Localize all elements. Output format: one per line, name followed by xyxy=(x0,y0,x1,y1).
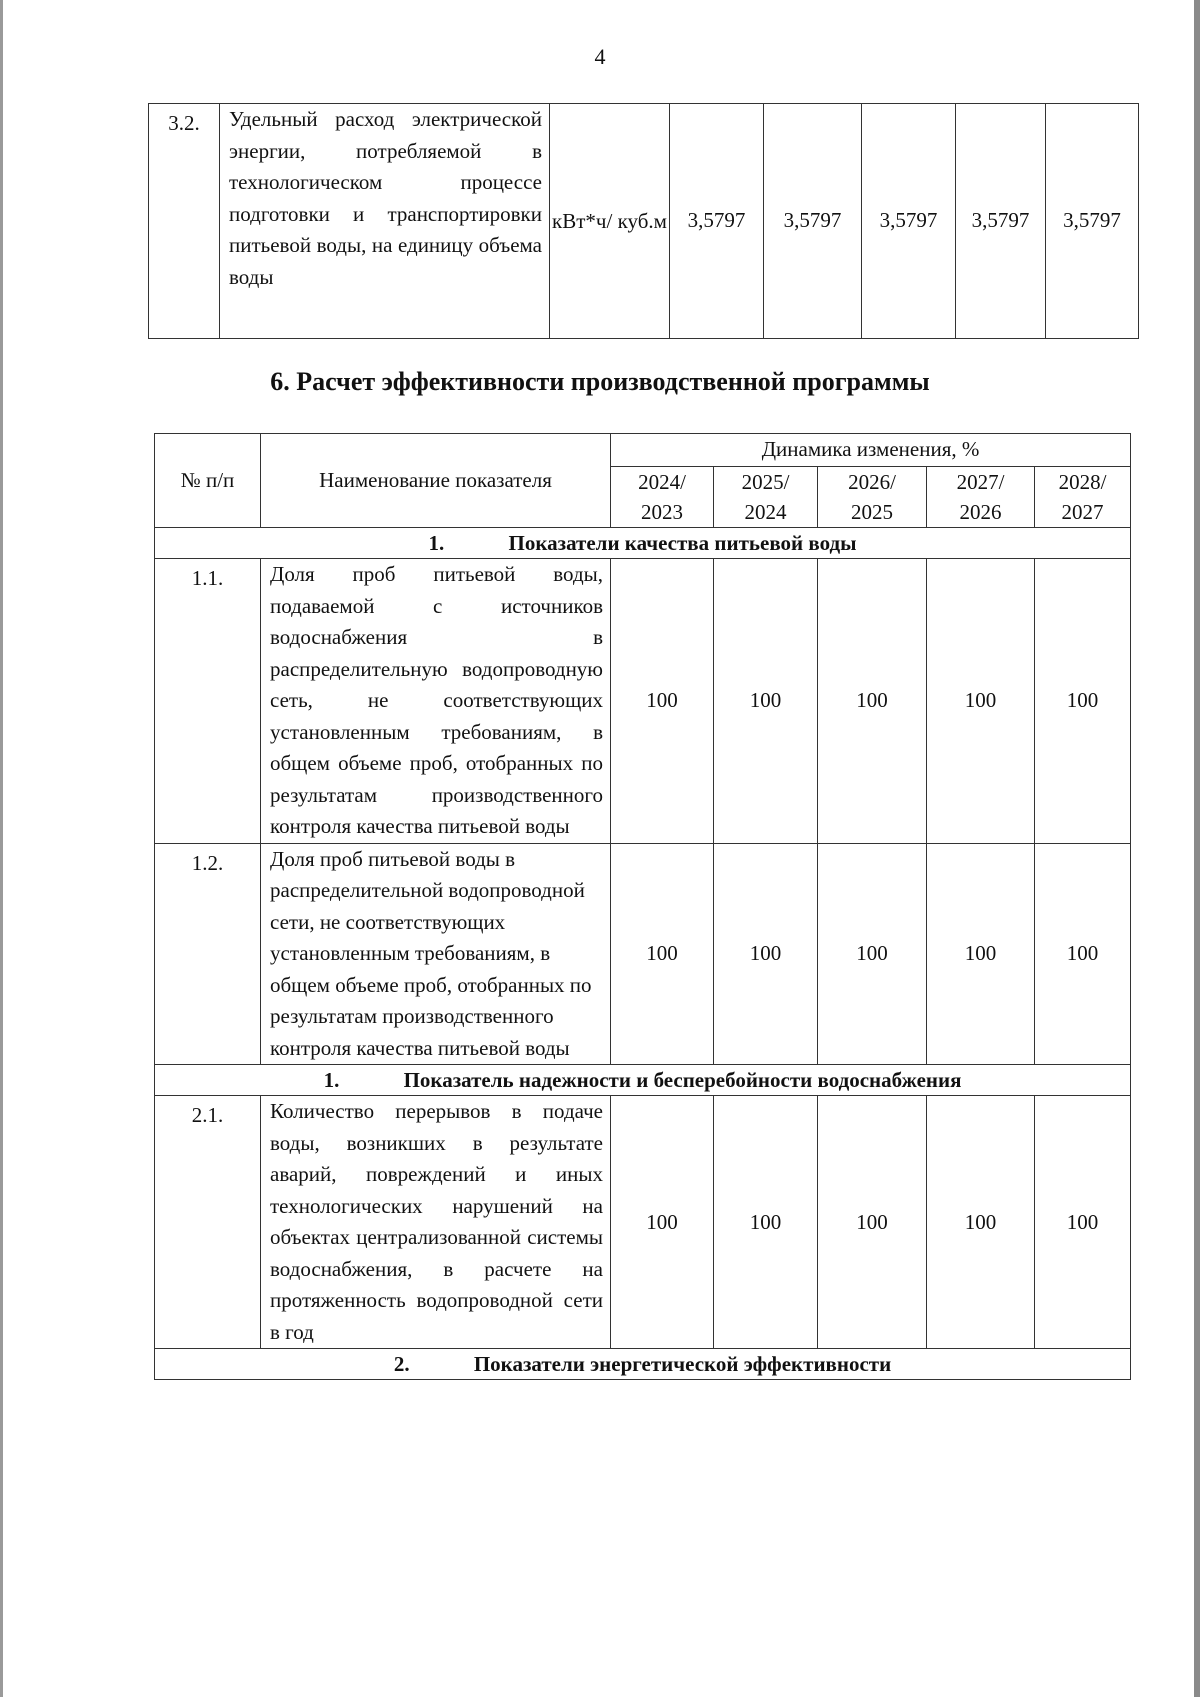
scan-edge-right xyxy=(1194,0,1200,1697)
value-cell: 100 xyxy=(1035,843,1131,1065)
table-row xyxy=(155,843,1131,1065)
indicator-name: Доля проб питьевой воды, подаваемой с источников водоснабжения в распределительную водопроводную сеть, не соответствующих установленным требованиям, в общем объеме проб, отобранных по результатам производственного контроля качества питьевой воды xyxy=(261,559,611,844)
header-num: № п/п xyxy=(155,434,261,528)
value-cell: 100 xyxy=(611,1096,714,1349)
section-header: 1. Показатели качества питьевой воды xyxy=(155,528,1131,559)
value-cell: 100 xyxy=(927,559,1035,844)
header-name: Наименование показателя xyxy=(261,434,611,528)
value-cell: 100 xyxy=(714,843,818,1065)
header-year: 2028/ 2027 xyxy=(1035,466,1131,528)
indicator-name: Доля проб питьевой воды в распределительной водопроводной сети, не соответствующих установленным требованиям, в общем объеме проб, отобранных по результатам производственного контроля качества питьевой воды xyxy=(261,843,611,1065)
header-row xyxy=(155,434,1131,467)
row-number: 3.2. xyxy=(149,104,220,339)
efficiency-table xyxy=(154,433,1131,1380)
value-cell: 100 xyxy=(927,1096,1035,1349)
value-cell: 100 xyxy=(1035,1096,1131,1349)
value-cell: 3,5797 xyxy=(1046,104,1139,339)
header-year: 2024/ 2023 xyxy=(611,466,714,528)
indicator-name: Удельный расход электрической энергии, потребляемой в технологическом процессе подготовки и транспортировки питьевой воды, на единицу объема воды xyxy=(220,104,550,339)
value-cell: 100 xyxy=(611,843,714,1065)
value-cell: 3,5797 xyxy=(670,104,764,339)
value-cell: 100 xyxy=(927,843,1035,1065)
section-header: 2. Показатели энергетической эффективности xyxy=(155,1349,1131,1380)
value-cell: 100 xyxy=(611,559,714,844)
scan-edge-left xyxy=(0,0,3,1697)
value-cell: 100 xyxy=(818,559,927,844)
section-row xyxy=(155,1349,1131,1380)
value-cell: 100 xyxy=(714,559,818,844)
value-cell: 100 xyxy=(1035,559,1131,844)
table-row xyxy=(155,559,1131,844)
header-year: 2025/ 2024 xyxy=(714,466,818,528)
value-cell: 3,5797 xyxy=(862,104,956,339)
value-cell: 3,5797 xyxy=(956,104,1046,339)
row-number: 1.1. xyxy=(155,559,261,844)
header-year: 2026/ 2025 xyxy=(818,466,927,528)
header-year: 2027/ 2026 xyxy=(927,466,1035,528)
row-number: 1.2. xyxy=(155,843,261,1065)
page-number: 4 xyxy=(594,44,606,69)
value-cell: 100 xyxy=(714,1096,818,1349)
indicator-name: Количество перерывов в подаче воды, возникших в результате аварий, повреждений и иных технологических нарушений на объектах централизованной системы водоснабжения, в расчете на протяженность водопроводной сети в год xyxy=(261,1096,611,1349)
section-row xyxy=(155,1065,1131,1096)
continuation-table xyxy=(148,103,1139,339)
section-row xyxy=(155,528,1131,559)
value-cell: 100 xyxy=(818,1096,927,1349)
section-header: 1. Показатель надежности и бесперебойности водоснабжения xyxy=(155,1065,1131,1096)
value-cell: 3,5797 xyxy=(764,104,862,339)
table-row xyxy=(149,104,1139,339)
section-title: 6. Расчет эффективности производственной программы xyxy=(270,367,930,396)
table-row xyxy=(155,1096,1131,1349)
row-number: 2.1. xyxy=(155,1096,261,1349)
value-cell: 100 xyxy=(818,843,927,1065)
unit-cell: кВт*ч/ куб.м xyxy=(550,104,670,339)
header-dynamics: Динамика изменения, % xyxy=(611,434,1131,467)
